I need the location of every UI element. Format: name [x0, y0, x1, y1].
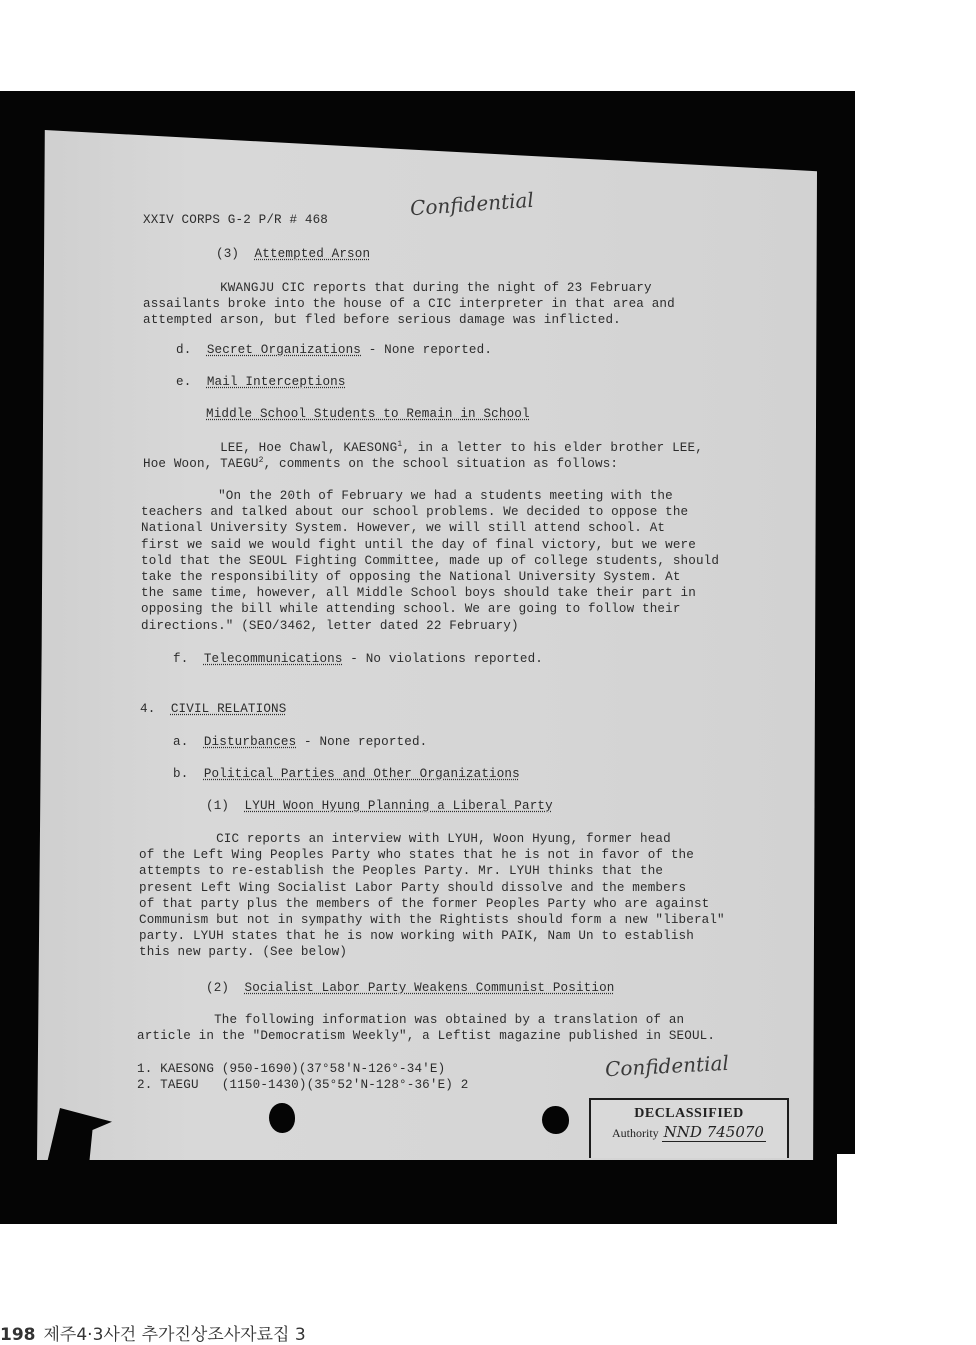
section-secret-organizations [176, 342, 492, 358]
text-line: teachers and talked about our school problems. We decided to oppose the [141, 505, 689, 520]
subsection-title: Socialist Labor Party Weakens Communist Position [244, 981, 615, 995]
item-title: Mail Interceptions [206, 375, 346, 389]
footnote-line: 2. TAEGU (1150-1430)(35°52'N-128°-36'E) 2 [137, 1078, 469, 1093]
item-title: Telecommunications [203, 652, 343, 666]
text-line: "On the 20th of February we had a students meeting with the [141, 489, 673, 503]
text-line: take the responsibility of opposing the National University System. At [141, 570, 681, 585]
text-line: KWANGJU CIC reports that during the night of 23 February [143, 281, 652, 295]
item-title: Secret Organizations [206, 343, 361, 357]
text-line: party. LYUH states that he is now working with PAIK, Nam Un to establish [139, 929, 694, 944]
footnotes [137, 1061, 468, 1093]
text-fragment: , in a letter to his elder brother LEE, [402, 441, 703, 455]
section-attempted-arson-heading [216, 246, 370, 262]
footnote-line: 1. KAESONG (950-1690)(37°58'N-126°-34'E) [137, 1062, 446, 1076]
book-title: 제주4·3사건 추가진상조사자료집 3 [43, 1325, 306, 1345]
text-line [143, 456, 703, 472]
authority-value: NND 745070 [663, 1123, 764, 1142]
text-line: attempts to re-establish the Peoples Party. Mr. LYUH thinks that the [139, 864, 664, 879]
section-number: (3) [216, 247, 240, 261]
item-letter: d. [176, 343, 192, 357]
footnote-ref: 1 [397, 439, 403, 449]
declassified-stamp [589, 1098, 789, 1158]
section-disturbances [173, 734, 427, 750]
item-letter: f. [173, 652, 189, 666]
text-line: of that party plus the members of the former Peoples Party who are against [139, 896, 710, 911]
section-title: CIVIL RELATIONS [170, 702, 287, 716]
text-line: of the Left Wing Peoples Party who states that he is not in favor of the [139, 848, 694, 863]
item-letter: b. [173, 767, 189, 781]
subsection-lyuh-liberal-party [206, 798, 553, 814]
subsection-number: (2) [206, 981, 230, 995]
text-line: assailants broke into the house of a CIC interpreter in that area and [143, 297, 675, 312]
mail-intro-paragraph [143, 440, 703, 472]
item-status: - No violations reported. [342, 652, 543, 666]
socialist-labor-paragraph [137, 1012, 715, 1044]
text-line: attempted arson, but fled before serious damage was inflicted. [143, 313, 621, 328]
authority-label: Authority [612, 1126, 659, 1141]
section-telecommunications [173, 651, 543, 667]
text-line: opposing the bill while attending school. We are going to follow their [141, 602, 681, 617]
item-status: - None reported. [361, 343, 493, 357]
handwritten-confidential-bottom: Confidential [604, 1050, 730, 1082]
text-line: Communism but not in sympathy with the Rightists should form a new "liberal" [139, 913, 725, 928]
section-title: Attempted Arson [254, 247, 371, 261]
item-letter: a. [173, 735, 189, 749]
item-title: Disturbances [203, 735, 297, 749]
subsection-number: (1) [206, 799, 230, 813]
mail-subtitle: Middle School Students to Remain in School [206, 407, 530, 421]
handwritten-confidential-top: Confidential [409, 187, 535, 221]
arson-paragraph [143, 280, 675, 329]
section-political-parties [173, 766, 520, 782]
section-mail-interceptions [176, 374, 346, 390]
text-fragment: LEE, Hoe Chawl, KAESONG [143, 441, 398, 455]
document-ref: XXIV CORPS G-2 P/R # 468 [143, 213, 328, 227]
text-line: told that the SEOUL Fighting Committee, made up of college students, should [141, 553, 720, 568]
section-number: 4. [140, 702, 156, 716]
section-civil-relations [140, 701, 286, 717]
subsection-socialist-labor-party [206, 980, 615, 996]
text-line: National University System. However, we will still attend school. At [141, 521, 666, 536]
footnote-ref: 2 [258, 456, 264, 466]
stamp-authority [591, 1124, 787, 1141]
letter-quote [141, 488, 719, 634]
stamp-title: DECLASSIFIED [634, 1106, 744, 1121]
text-line [143, 440, 703, 456]
lyuh-paragraph [139, 831, 725, 961]
subsection-title: LYUH Woon Hyung Planning a Liberal Party [244, 799, 553, 813]
text-line: this new party. (See below) [139, 945, 348, 960]
text-line: article in the "Democratism Weekly", a Leftist magazine published in SEOUL. [137, 1029, 716, 1044]
page-number: 198 [0, 1325, 36, 1345]
text-line: The following information was obtained by a translation of an [137, 1013, 685, 1027]
text-fragment: Hoe Woon, TAEGU [143, 457, 259, 472]
text-line: first we said we would fight until the day of final victory, but we were [141, 537, 696, 552]
item-status: - None reported. [296, 735, 428, 749]
text-line: present Left Wing Socialist Labor Party should dissolve and the members [139, 880, 687, 895]
text-fragment: , comments on the school situation as follows: [263, 457, 619, 472]
item-title: Political Parties and Other Organizations [203, 767, 520, 781]
text-line: the same time, however, all Middle School boys should take their part in [141, 586, 696, 601]
text-line: CIC reports an interview with LYUH, Woon Hyung, former head [139, 832, 671, 846]
text-line: directions." (SEO/3462, letter dated 22 February) [141, 618, 519, 633]
item-letter: e. [176, 375, 192, 389]
book-page-footer [0, 1320, 306, 1345]
